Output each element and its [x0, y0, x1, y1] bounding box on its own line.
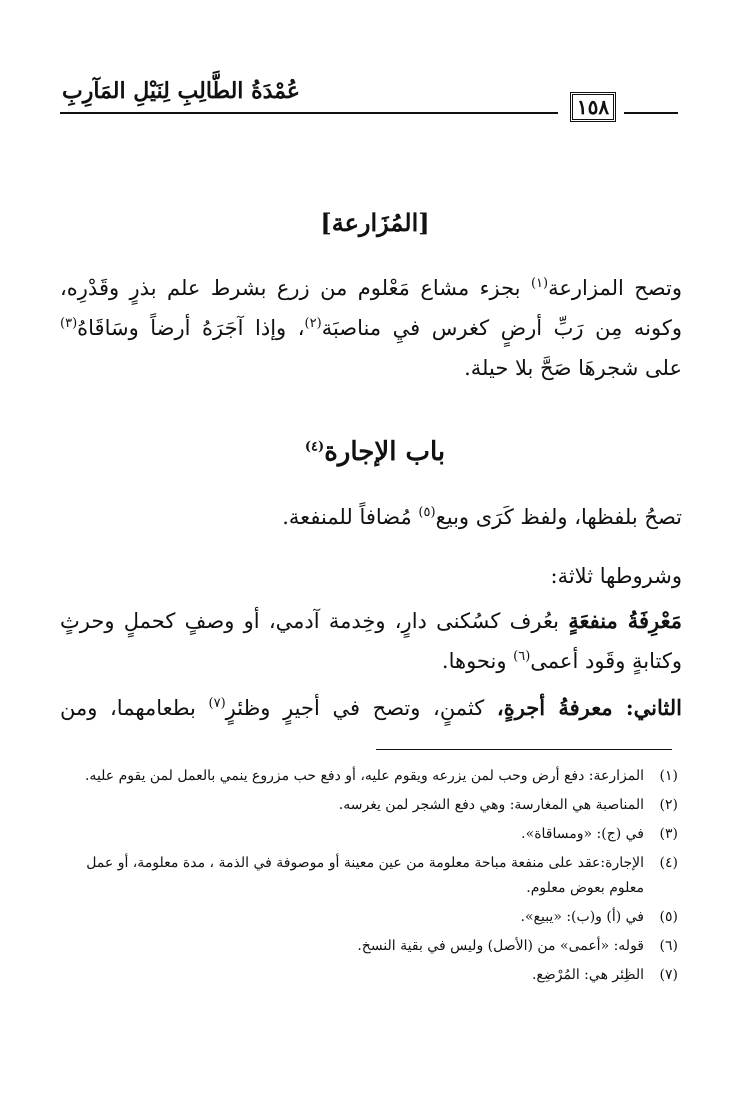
text-span: وكونه مِن رَبِّ أرضٍ كغرس فيِ مناصبَة — [321, 316, 682, 340]
footnote-text: في (ج): «ومساقاة». — [521, 826, 644, 842]
text-span: على شجرهَا صَحَّ بلا حيلة. — [464, 356, 682, 380]
text-line: وشروطها ثلاثة: — [550, 564, 682, 588]
paragraph-ijara-second-condition — [60, 688, 682, 728]
page-number: ١٥٨ — [570, 92, 616, 122]
footnote-ref: (١) — [530, 276, 549, 291]
footnote-ref: (٧) — [208, 696, 226, 711]
bold-term: مَعْرِفَةُ منفعَةٍ — [568, 608, 682, 633]
footnote-ref: (٦) — [513, 649, 531, 664]
footnote-number: (٢) — [659, 797, 678, 813]
text-line — [60, 601, 682, 641]
footnote-item — [60, 963, 678, 988]
footnote-ref: (٥) — [418, 505, 436, 520]
footnote-text: الظِئر هي: المُرْضِع. — [531, 967, 644, 983]
text-line — [60, 308, 682, 348]
paragraph-ijara-definition — [60, 497, 682, 537]
footnote-item — [60, 822, 678, 847]
text-span: بعُرف كسُكنى دارٍ، وخِدمة آدمي، أو وصفٍ كحملٍ وحرثٍ — [60, 609, 569, 633]
text-line — [60, 688, 682, 728]
footnote-text: المزارعة: دفع أرض وحب لمن يزرعه ويقوم عليه، أو دفع حب مزروع ينمي بالعمل لمن يقوم عليه. — [84, 768, 644, 784]
footnote-item — [60, 793, 678, 818]
footnote-number: (٥) — [659, 909, 678, 925]
text-span: وكتابةٍ وقَود أعمى — [530, 649, 682, 673]
text-span: وتصح المزارعة — [548, 276, 682, 300]
footnotes — [60, 764, 678, 992]
section-heading-mazaraa: [المُزَارعة] — [320, 208, 430, 237]
text-span: بطعامهما، ومن — [60, 696, 209, 720]
text-line — [60, 348, 682, 388]
footnote-number: (٦) — [659, 938, 678, 954]
bold-term: الثاني: معرفةُ أجرةٍ، — [496, 695, 682, 720]
footnote-item — [60, 764, 678, 789]
footnote-ref: (٢) — [304, 316, 322, 331]
footnote-number: (٧) — [659, 967, 678, 983]
footnote-text: في (أ) و(ب): «يبيع». — [520, 909, 644, 925]
text-span: تصحُ بلفظها، ولفظ كَرَى وبيع — [435, 505, 682, 529]
text-line — [60, 497, 682, 537]
paragraph-mazaraa — [60, 268, 682, 388]
header-rule — [60, 112, 558, 114]
section-heading-ijara — [280, 432, 470, 472]
footnote-number: (١) — [659, 768, 678, 784]
text-span: كثمنٍ، وتصح في أجيرٍ وظئرٍ — [225, 696, 497, 720]
footnote-ref: (٣) — [60, 316, 78, 331]
text-span: مُضافاً للمنفعة. — [282, 505, 419, 529]
footnote-number: (٤) — [659, 855, 678, 871]
text-span: ، وإذا آجَرَهُ أرضاً وسَاقَاهُ — [77, 316, 305, 340]
footnote-text: الإجارة:عقد على منفعة مباحة معلومة من عين معينة أو موصوفة في الذمة ، مدة معلومة، أو عمل معلوم بعوض معلوم. — [86, 855, 644, 896]
footnote-text: المناصبة هي المغارسة: وهي دفع الشجر لمن يغرسه. — [338, 797, 644, 813]
footnote-number: (٣) — [659, 826, 678, 842]
footnote-ref: (٤) — [304, 439, 325, 455]
footnote-item — [60, 905, 678, 930]
heading-text: باب الإجارة — [324, 437, 446, 467]
text-line — [60, 268, 682, 308]
text-span: ونحوها. — [441, 649, 514, 673]
text-line — [60, 641, 682, 681]
text-span: بجزء مشاع مَعْلوم من زرع بشرط علم بذرٍ وقَدْرِه، — [60, 276, 531, 300]
footnote-item — [60, 851, 678, 901]
footnote-text: قوله: «أعمى» من (الأصل) وليس في بقية النسخ. — [357, 938, 644, 954]
running-title: عُمْدَةُ الطَّالِبِ لِنَيْلِ المَآرِبِ — [62, 78, 300, 104]
header-rule-right — [624, 112, 678, 114]
footnote-item — [60, 934, 678, 959]
footnote-separator — [376, 749, 672, 750]
paragraph-ijara-conditions — [60, 556, 682, 596]
paragraph-ijara-first-condition — [60, 601, 682, 681]
